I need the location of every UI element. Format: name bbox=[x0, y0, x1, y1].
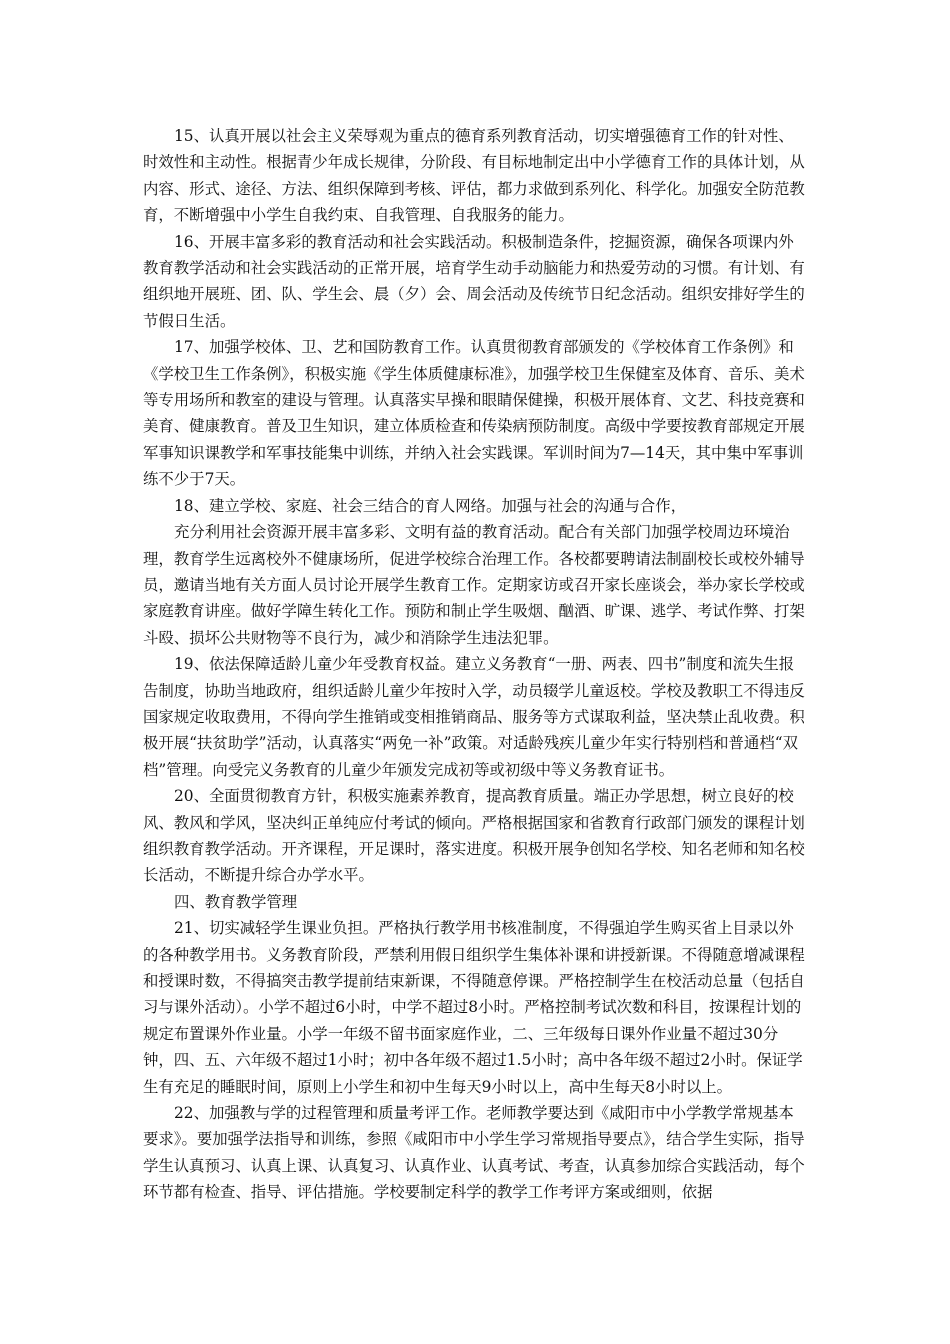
document-page bbox=[143, 123, 808, 1206]
paragraph-20: 20、全面贯彻教育方针，积极实施素养教育，提高教育质量。端正办学思想，树立良好的校风、教风和学风，坚决纠正单纯应付考试的倾向。严格根据国家和省教育行政部门颁发的课程计划组织教育教学活动。开齐课程，开足课时，落实进度。积极开展争创知名学校、知名老师和知名校长活动，不断提升综合办学水平。 bbox=[143, 787, 805, 885]
paragraph-16: 16、开展丰富多彩的教育活动和社会实践活动。积极制造条件，挖掘资源，确保各项课内外教育教学活动和社会实践活动的正常开展，培育学生动手动脑能力和热爱劳动的习惯。有计划、有组织地开展班、团、队、学生会、晨（夕）会、周会活动及传统节日纪念活动。组织安排好学生的节假日生活。 bbox=[143, 232, 805, 330]
paragraph-18-lead: 18、建立学校、家庭、社会三结合的育人网络。加强与社会的沟通与合作， bbox=[174, 496, 687, 515]
section-heading-4: 四、教育教学管理 bbox=[174, 892, 298, 911]
paragraph-15: 15、认真开展以社会主义荣辱观为重点的德育系列教育活动，切实增强德育工作的针对性、时效性和主动性。根据青少年成长规律，分阶段、有目标地制定出中小学德育工作的具体计划，从内容、形式、途径、方法、组织保障到考核、评估，都力求做到系列化、科学化。加强安全防范教育，不断增强中小学生自我约束、自我管理、自我服务的能力。 bbox=[143, 127, 805, 225]
paragraph-21: 21、切实减轻学生课业负担。严格执行教学用书核准制度，不得强迫学生购买省上目录以外的各种教学用书。义务教育阶段，严禁利用假日组织学生集体补课和讲授新课。不得随意增减课程和授课时数，不得搞突击教学提前结束新课，不得随意停课。严格控制学生在校活动总量（包括自习与课外活动）。小学不超过6小时，中学不超过8小时。严格控制考试次数和科目，按课程计划的规定布置课外作业量。小学一年级不留书面家庭作业，二、三年级每日课外作业量不超过30分钟，四、五、六年级不超过1小时；初中各年级不超过1.5小时；高中各年级不超过2小时。保证学生有充足的睡眠时间，原则上小学生和初中生每天9小时以上，高中生每天8小时以上。 bbox=[143, 919, 805, 1096]
paragraph-22: 22、加强教与学的过程管理和质量考评工作。老师教学要达到《咸阳市中小学教学常规基本要求》。要加强学法指导和训练，参照《咸阳市中小学生学习常规指导要点》，结合学生实际，指导学生认真预习、认真上课、认真复习、认真作业、认真考试、考查，认真参加综合实践活动，每个环节都有检查、指导、评估措施。学校要制定科学的教学工作考评方案或细则，依据 bbox=[143, 1104, 805, 1202]
paragraph-17: 17、加强学校体、卫、艺和国防教育工作。认真贯彻教育部颁发的《学校体育工作条例》和《学校卫生工作条例》，积极实施《学生体质健康标准》，加强学校卫生保健室及体育、音乐、美术等专用场所和教室的建设与管理。认真落实早操和眼睛保健操，积极开展体育、文艺、科技竞赛和美育、健康教育。普及卫生知识，建立体质检查和传染病预防制度。高级中学要按教育部规定开展军事知识课教学和军事技能集中训练，并纳入社会实践课。军训时间为7—14天，其中集中军事训练不少于7天。 bbox=[143, 338, 805, 489]
paragraph-18-body: 充分利用社会资源开展丰富多彩、文明有益的教育活动。配合有关部门加强学校周边环境治理，教育学生远离校外不健康场所，促进学校综合治理工作。各校都要聘请法制副校长或校外辅导员，邀请当地有关方面人员讨论开展学生教育工作。定期家访或召开家长座谈会，举办家长学校或家庭教育讲座。做好学障生转化工作。预防和制止学生吸烟、酗酒、旷课、逃学、考试作弊、打架斗殴、损坏公共财物等不良行为，减少和消除学生违法犯罪。 bbox=[143, 523, 805, 647]
paragraph-19: 19、依法保障适龄儿童少年受教育权益。建立义务教育“一册、两表、四书”制度和流失生报告制度，协助当地政府，组织适龄儿童少年按时入学，动员辍学儿童返校。学校及教职工不得违反国家规定收取费用，不得向学生推销或变相推销商品、服务等方式谋取利益，坚决禁止乱收费。积极开展“扶贫助学”活动，认真落实“两免一补”政策。对适龄残疾儿童少年实行特别档和普通档“双档”管理。向受完义务教育的儿童少年颁发完成初等或初级中等义务教育证书。 bbox=[143, 655, 805, 779]
